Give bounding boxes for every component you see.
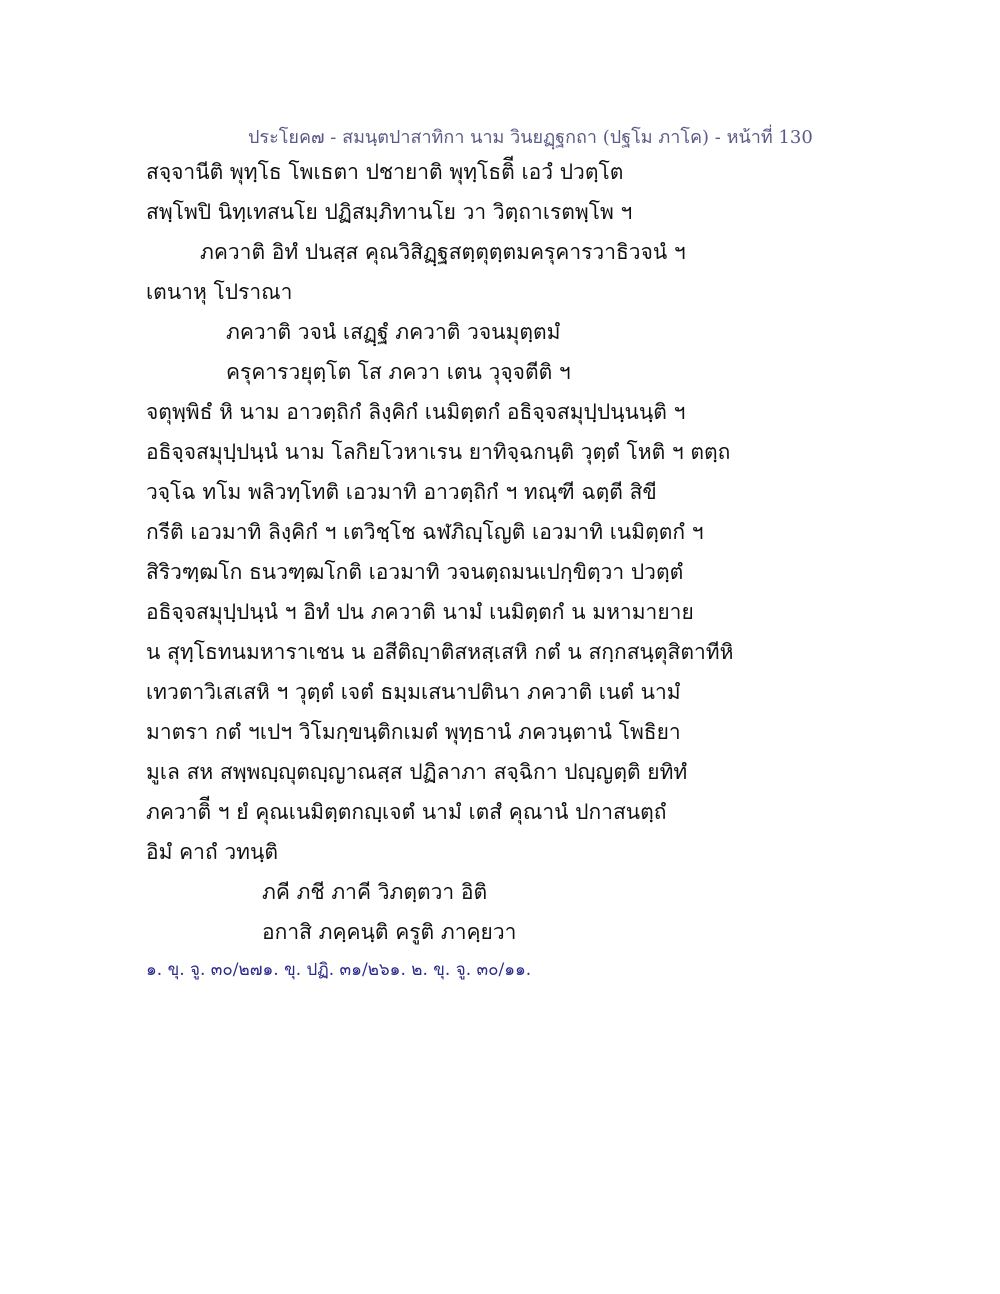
- text-line: เตนาหุ โปราณา: [146, 280, 293, 304]
- text-line: สจฺจานีติ พุทฺโธ โพเธตา ปชายาติ พุทฺโธติี เอวํ ปวตฺโต: [146, 160, 624, 184]
- text-line: อธิจฺจสมุปฺปนฺนํ นาม โลกิยโวหาเรน ยาทิจฺฉกนฺติ วุตฺตํ โหติ ฯ ตตฺถ: [146, 440, 731, 464]
- verse-line: อกาสิ ภคฺคนฺติ ครูติ ภาคฺยวา: [262, 920, 517, 944]
- page-header: ประโยค๗ - สมนฺตปาสาทิกา นาม วินยฏฺฐกถา (ปฐโม ภาโค) - หน้าที่ 130: [248, 127, 813, 148]
- footnote: ๑. ขุ. จู. ๓๐/๒๗๑. ขุ. ปฏิ. ๓๑/๒๖๑. ๒. ขุ. จู. ๓๐/๑๑.: [146, 960, 532, 980]
- text-line: อธิจฺจสมุปฺปนฺนํ ฯ อิทํ ปน ภควาติ นามํ เนมิตฺตกํ น มหามายาย: [146, 600, 694, 624]
- text-line: สิริวฑฺฒโก ธนวฑฺฒโกติ เอวมาทิ วจนตฺถมนเปกฺขิตฺวา ปวตฺตํ: [146, 560, 684, 584]
- text-line: มาตรา กตํ ฯเปฯ วิโมกฺขนฺติกเมตํ พุทฺธานํ ภควนฺตานํ โพธิยา: [146, 720, 681, 744]
- text-line: สพฺโพปิ นิทฺเทสนโย ปฏิสมฺภิทานโย วา วิตฺถาเรตพฺโพ ฯ: [146, 200, 633, 224]
- verse-line: ภคี ภชี ภาคี วิภตฺตวา อิติ: [262, 880, 488, 904]
- text-line: ภควาติ อิทํ ปนสฺส คุณวิสิฏฺฐสตฺตุตฺตมครุคารวาธิวจนํ ฯ: [200, 240, 686, 264]
- text-line: น สุทฺโธทนมหาราเชน น อสีติญฺาติสหสฺเสหิ กตํ น สกฺกสนฺตุสิตาทีหิ: [146, 640, 734, 664]
- verse-line: ภควาติ วจนํ เสฏฺฐํ ภควาติ วจนมุตฺตมํ: [226, 320, 561, 344]
- text-line: จตุพฺพิธํ หิ นาม อาวตฺถิกํ ลิงฺคิกํ เนมิตฺตกํ อธิจฺจสมุปฺปนฺนนฺติ ฯ: [146, 400, 686, 424]
- text-line: อิมํ คาถํ วทนฺติ: [146, 840, 278, 864]
- text-line: มูเล สห สพฺพญฺญุตญฺญาณสฺส ปฏิลาภา สจฺฉิกา ปญฺญตฺติ ยทิทํ: [146, 760, 688, 784]
- text-line: ภควาติี ฯ ยํ คุณเนมิตฺตกญฺเจตํ นามํ เตสํ คุณานํ ปกาสนตฺถํ: [146, 800, 667, 824]
- text-line: กรีติ เอวมาทิ ลิงฺคิกํ ฯ เตวิชฺโช ฉฬภิญฺโญติ เอวมาทิ เนมิตฺตกํ ฯ: [146, 520, 704, 544]
- text-line: เทวตาวิเสเสหิ ฯ วุตฺตํ เจตํ ธมฺมเสนาปตินา ภควาติ เนตํ นามํ: [146, 680, 681, 704]
- text-line: วจฺโฉ ทโม พลิวทฺโทติ เอวมาทิ อาวตฺถิกํ ฯ ทณฺฑี ฉตฺตี สิขี: [146, 480, 657, 504]
- verse-line: ครุคารวยุตฺโต โส ภควา เตน วุจฺจตีติ ฯ: [226, 360, 571, 384]
